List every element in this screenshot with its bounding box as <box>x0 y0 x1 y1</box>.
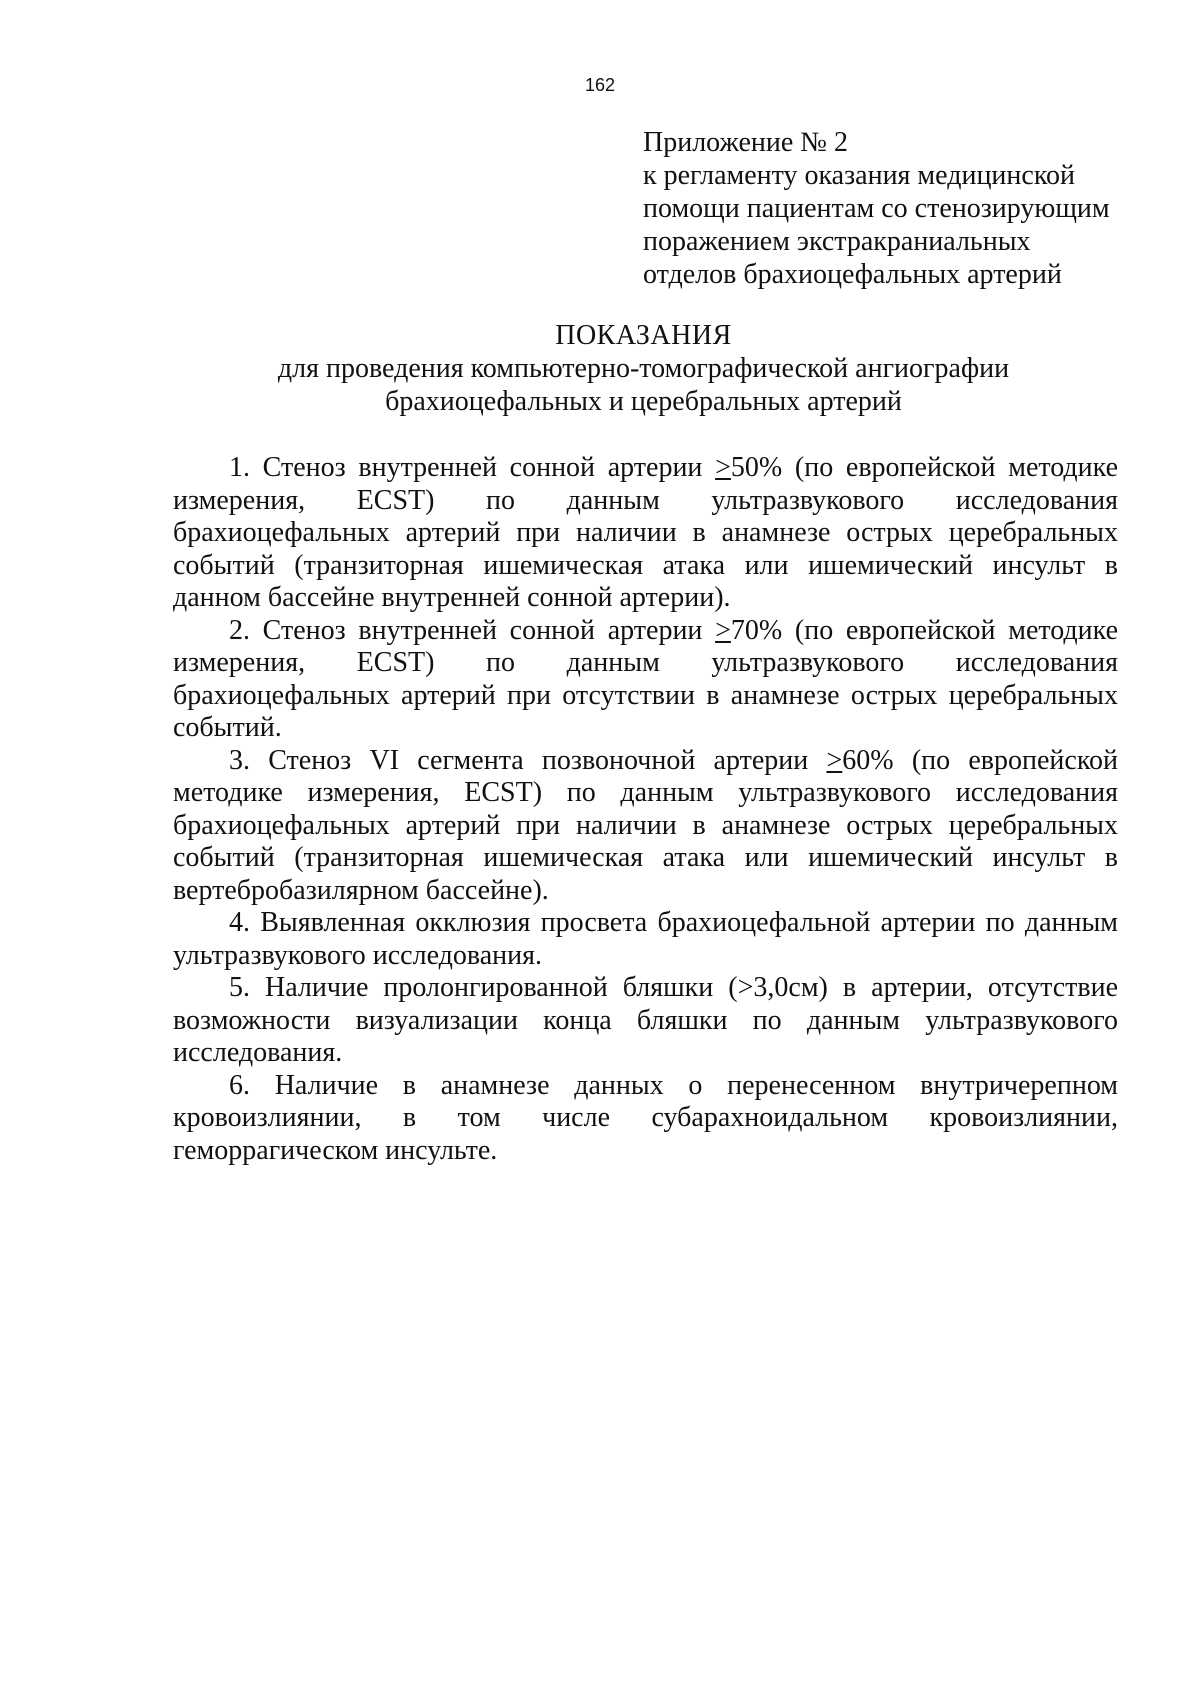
indication-text: 50% (по европейской методике измерения, ECST) по данным ультразвукового исследования брахиоцефальных артерий при наличии в анамнезе острых церебральных событий (транзиторная ишемическая атака или ишемический инсульт в данном бассейне внутренней сонной артерии). <box>173 452 1118 613</box>
document-subtitle-line: для проведения компьютерно-томографической ангиографии <box>277 353 1010 384</box>
indication-text: 4. Выявленная окклюзия просвета брахиоцефальной артерии по данным ультразвукового исследования. <box>173 907 1118 971</box>
document-subtitle-line: брахиоцефальных и церебральных артерий <box>385 386 902 417</box>
greater-or-equal-mark: > <box>826 744 843 776</box>
document-title: ПОКАЗАНИЯ <box>555 320 732 351</box>
greater-or-equal-mark: > <box>715 452 731 483</box>
indication-item-4 <box>173 907 1118 972</box>
greater-or-equal-mark: > <box>715 614 731 646</box>
indication-item-1 <box>173 452 1118 615</box>
indication-text: 6. Наличие в анамнезе данных о перенесенном внутричерепном кровоизлиянии, в том числе субарахноидальном кровоизлиянии, геморрагическом инсульте. <box>173 1069 1118 1166</box>
indication-text: 1. Стеноз внутренней сонной артерии <box>229 452 716 483</box>
appendix-line: отделов брахиоцефальных артерий <box>643 259 1062 290</box>
document-heading <box>160 319 1127 418</box>
indication-item-2 <box>173 615 1118 745</box>
indication-text: 5. Наличие пролонгированной бляшки (>3,0см) в артерии, отсутствие возможности визуализации конца бляшки по данным ультразвукового исследования. <box>173 972 1118 1068</box>
appendix-line: поражением экстракраниальных <box>643 226 1031 257</box>
indication-text: 60% (по европейской методике измерения, ECST) по данным ультразвукового исследования брахиоцефальных артерий при наличии в анамнезе острых церебральных событий (транзиторная ишемическая атака или ишемический инсульт в вертебробазилярном бассейне). <box>173 744 1118 906</box>
page-number: 162 <box>584 75 616 95</box>
appendix-block <box>643 126 1163 291</box>
indication-text: 2. Стеноз внутренней сонной артерии <box>229 614 716 646</box>
appendix-line: Приложение № 2 <box>643 127 848 158</box>
indication-text: 3. Стеноз VI сегмента позвоночной артерии <box>229 744 827 776</box>
indications-list <box>173 452 1118 1167</box>
indication-item-3 <box>173 745 1118 908</box>
appendix-line: к регламенту оказания медицинской <box>643 160 1075 191</box>
indication-text: 70% (по европейской методике измерения, ECST) по данным ультразвукового исследования брахиоцефальных артерий при отсутствии в анамнезе острых церебральных событий. <box>173 614 1118 743</box>
indication-item-6 <box>173 1070 1118 1168</box>
appendix-line: помощи пациентам со стенозирующим <box>643 193 1110 224</box>
indication-item-5 <box>173 972 1118 1070</box>
